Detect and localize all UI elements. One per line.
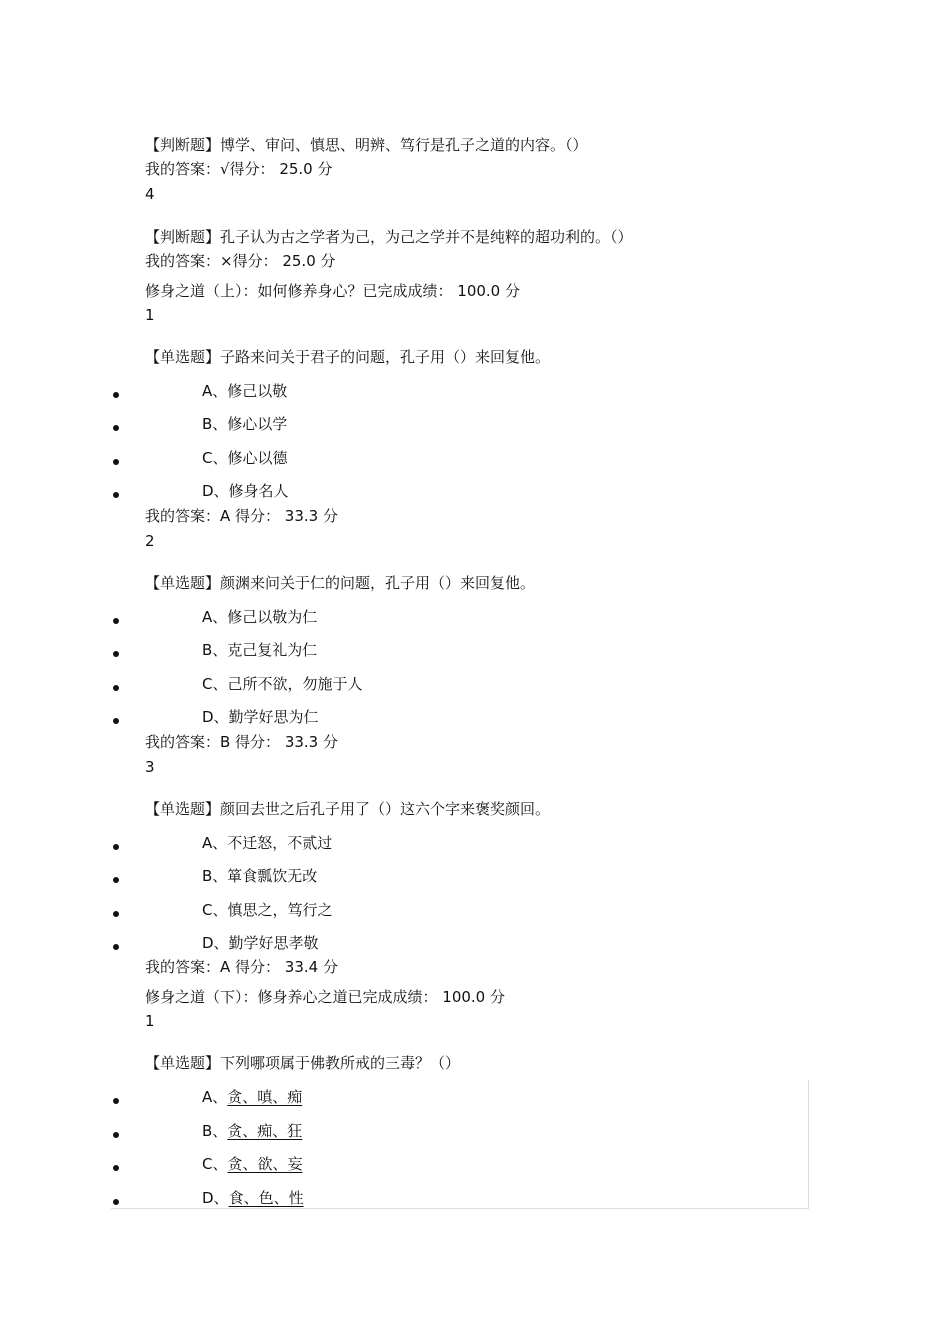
question-number: 1 — [145, 1012, 155, 1030]
bullet-icon — [113, 877, 119, 883]
option-letter: A、 — [202, 1088, 228, 1106]
option-item: D、勤学好思为仁 — [202, 708, 319, 726]
bullet-icon — [113, 459, 119, 465]
my-answer: 我的答案：√得分： 25.0 分 — [145, 160, 333, 178]
question-number: 2 — [145, 532, 155, 550]
option-item — [202, 1191, 304, 1206]
option-item: B、箪食瓢饮无改 — [202, 867, 318, 885]
question-text: 【单选题】颜渊来问关于仁的问题，孔子用（）来回复他。 — [145, 574, 536, 592]
question-text: 【判断题】孔子认为古之学者为己，为己之学并不是纯粹的超功利的。（） — [145, 228, 633, 246]
option-item — [202, 1090, 302, 1105]
option-item: B、修心以学 — [202, 415, 288, 433]
bullet-icon — [113, 492, 119, 498]
option-item: C、修心以德 — [202, 449, 288, 467]
bullet-icon — [113, 392, 119, 398]
option-letter: D、 — [202, 1189, 229, 1207]
option-letter: B、 — [202, 1122, 228, 1140]
option-item: C、己所不欲，勿施于人 — [202, 675, 363, 693]
bullet-icon — [113, 1132, 119, 1138]
option-item: D、勤学好思孝敬 — [202, 934, 319, 952]
option-item: B、克己复礼为仁 — [202, 641, 318, 659]
question-text: 【单选题】下列哪项属于佛教所戒的三毒？（） — [145, 1054, 461, 1072]
bullet-icon — [113, 911, 119, 917]
option-item — [202, 1157, 303, 1172]
bullet-icon — [113, 1199, 119, 1205]
my-answer: 我的答案：B 得分： 33.3 分 — [145, 733, 338, 751]
bullet-icon — [113, 425, 119, 431]
option-link[interactable]: 贪、痴、狂 — [227, 1122, 303, 1140]
option-link[interactable]: 贪、欲、妄 — [227, 1155, 303, 1173]
question-text: 【单选题】颜回去世之后孔子用了（）这六个字来褒奖颜回。 — [145, 800, 551, 818]
question-number: 4 — [145, 185, 155, 203]
option-letter: C、 — [202, 1155, 228, 1173]
option-item: A、修己以敬 — [202, 382, 288, 400]
bullet-icon — [113, 618, 119, 624]
option-item: C、慎思之，笃行之 — [202, 901, 333, 919]
my-answer: 我的答案：×得分： 25.0 分 — [145, 252, 336, 270]
question-text: 【单选题】子路来问关于君子的问题，孔子用（）来回复他。 — [145, 348, 551, 366]
bullet-icon — [113, 944, 119, 950]
bullet-icon — [113, 651, 119, 657]
bullet-icon — [113, 844, 119, 850]
option-item — [202, 1124, 302, 1139]
my-answer: 我的答案：A 得分： 33.4 分 — [145, 958, 338, 976]
my-answer: 我的答案：A 得分： 33.3 分 — [145, 507, 338, 525]
question-number: 1 — [145, 306, 155, 324]
bullet-icon — [113, 718, 119, 724]
question-number: 3 — [145, 758, 155, 776]
option-item: A、不迁怒，不贰过 — [202, 834, 333, 852]
bullet-icon — [113, 1098, 119, 1104]
option-link[interactable]: 食、色、性 — [228, 1189, 304, 1207]
section-heading: 修身之道（上）：如何修养身心？已完成成绩： 100.0 分 — [145, 282, 520, 300]
option-item: D、修身名人 — [202, 482, 289, 500]
bullet-icon — [113, 1165, 119, 1171]
option-item: A、修己以敬为仁 — [202, 608, 318, 626]
question-text: 【判断题】博学、审问、慎思、明辨、笃行是孔子之道的内容。（） — [145, 136, 588, 154]
option-link[interactable]: 贪、嗔、痴 — [227, 1088, 303, 1106]
bullet-icon — [113, 685, 119, 691]
section-heading: 修身之道（下）：修身养心之道已完成成绩： 100.0 分 — [145, 988, 505, 1006]
